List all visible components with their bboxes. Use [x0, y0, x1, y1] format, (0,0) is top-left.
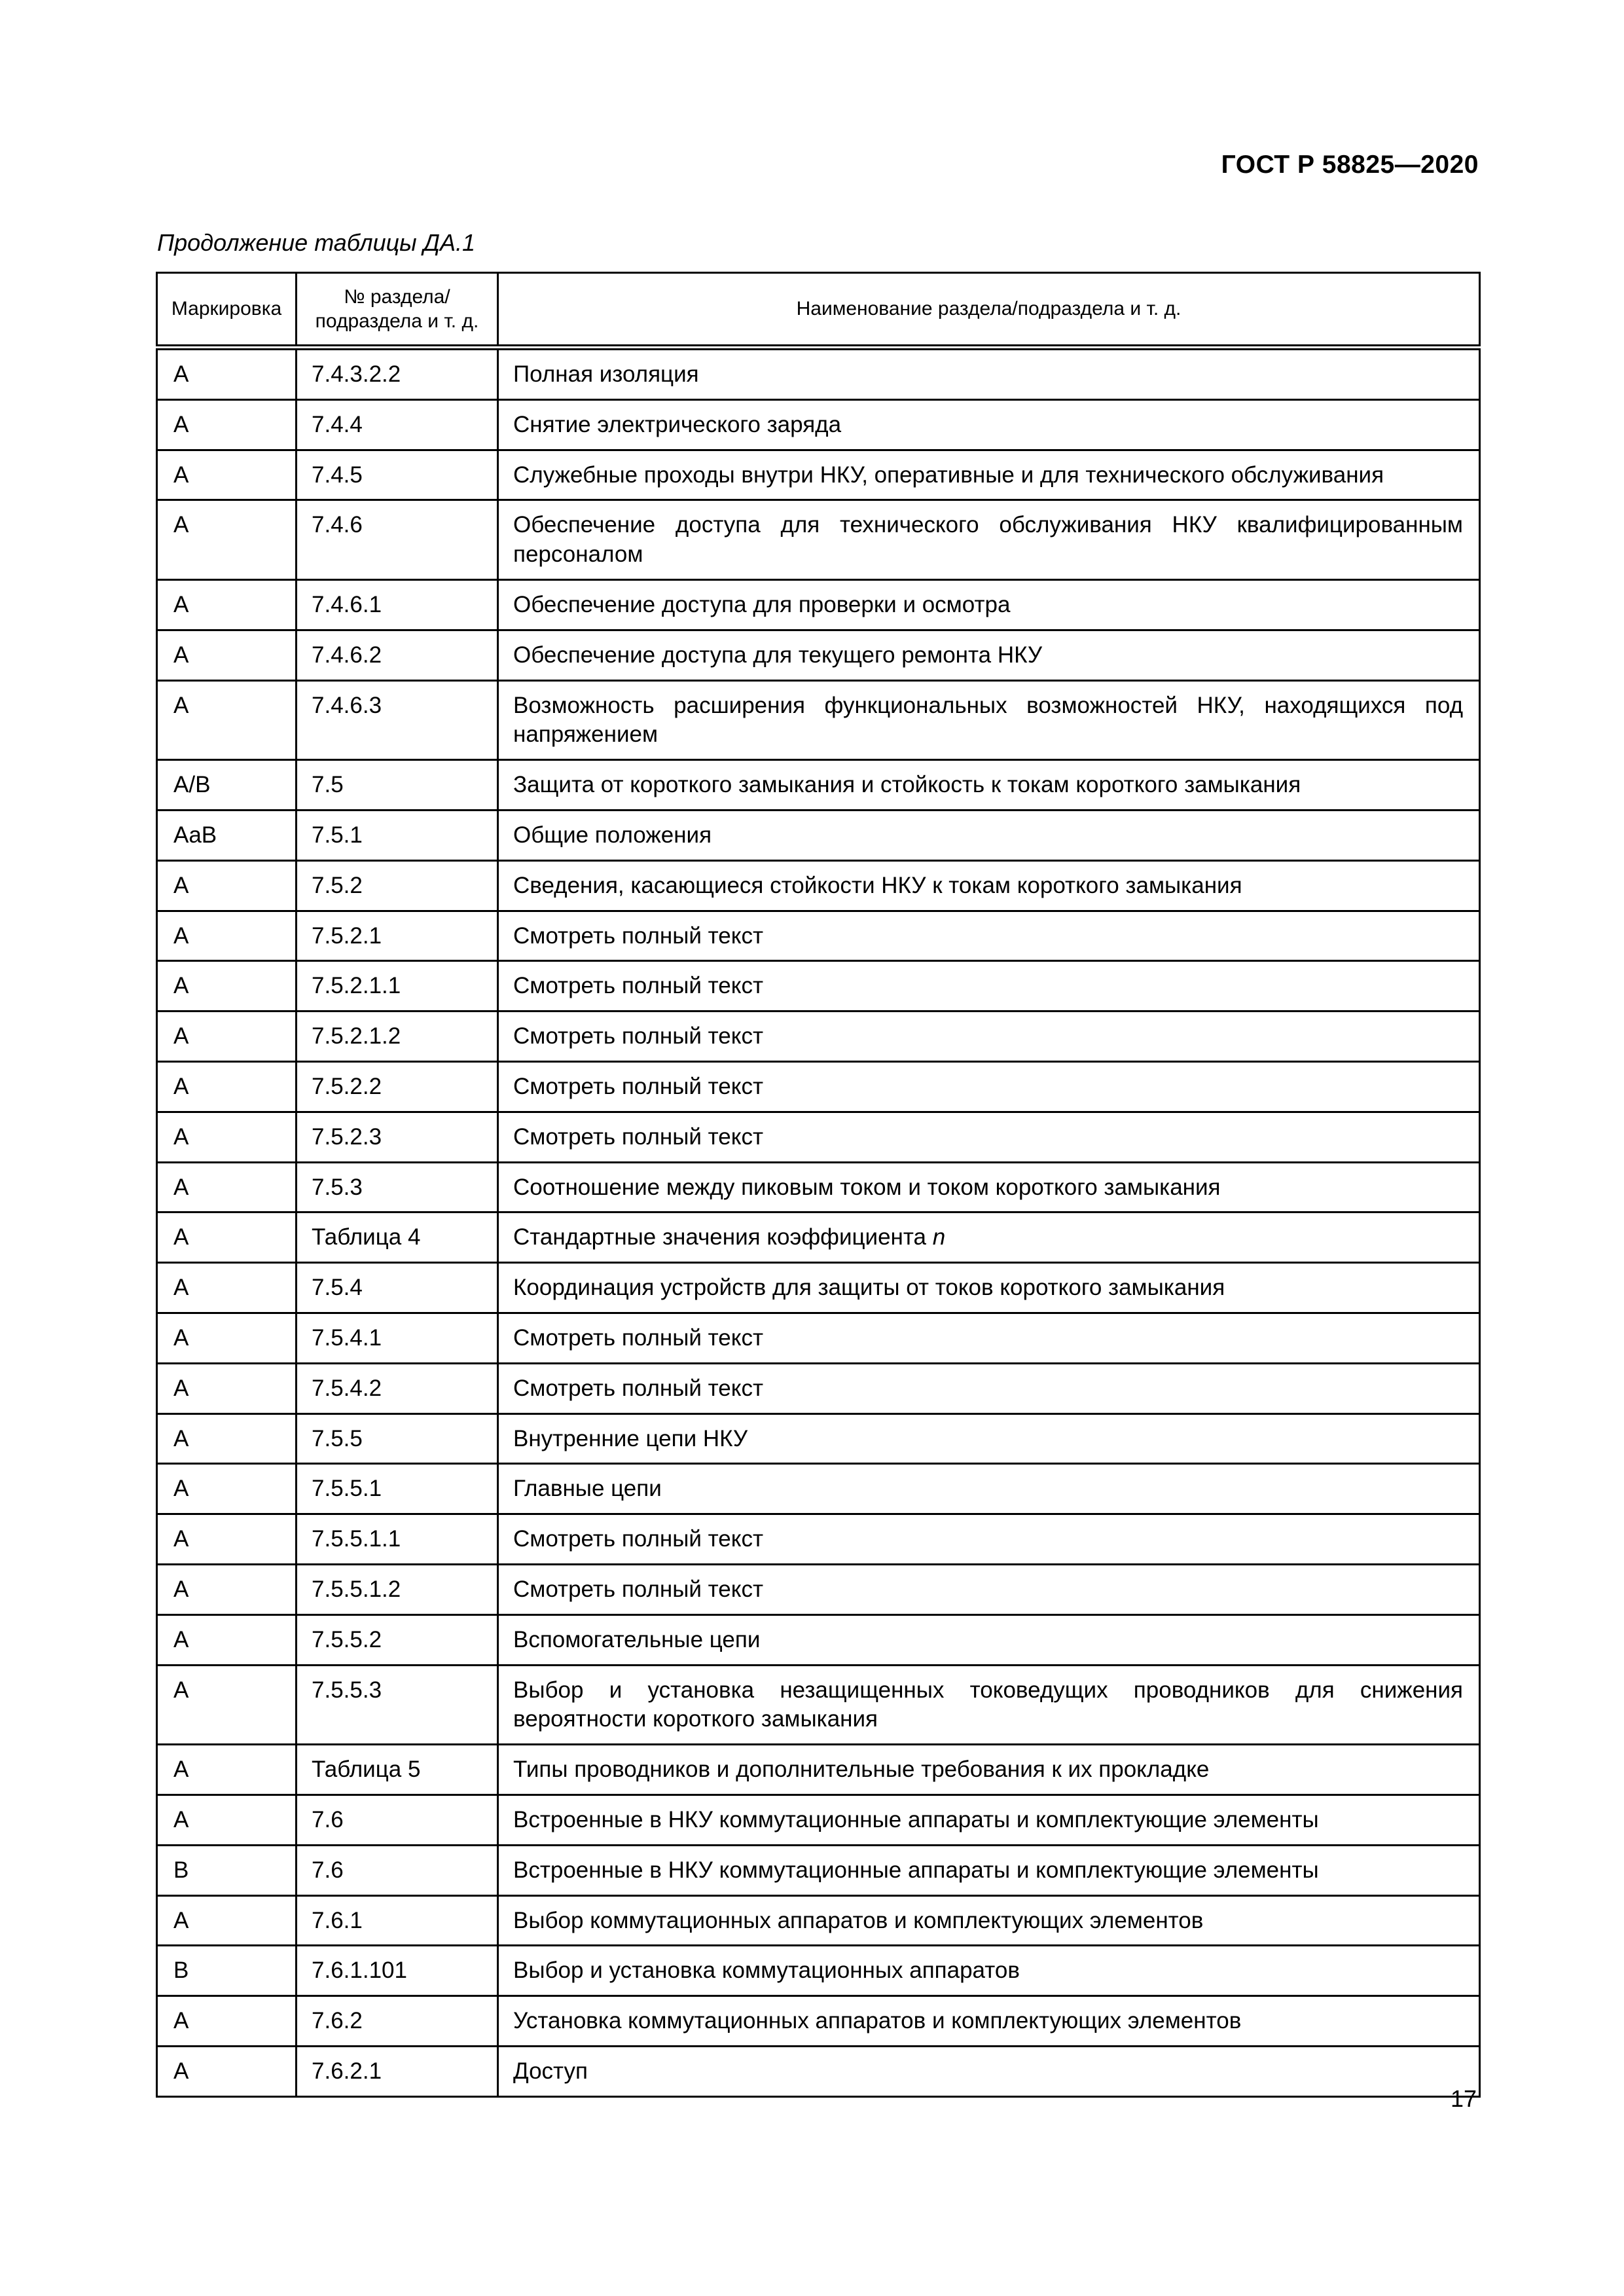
- column-header-section-number-line1: № раздела/: [344, 285, 450, 308]
- cell-marking: A: [157, 680, 297, 760]
- cell-marking: A: [157, 860, 297, 911]
- table-row: [157, 1263, 1480, 1313]
- cell-marking: A: [157, 1514, 297, 1565]
- section-name-text: Соотношение между пиковым током и током короткого замыкания: [513, 1174, 1221, 1200]
- section-name-text: Полная изоляция: [513, 361, 699, 387]
- cell-section-name: [498, 1946, 1480, 1996]
- section-name-text: Смотреть полный текст: [513, 1576, 763, 1602]
- cell-section-name: [498, 1363, 1480, 1413]
- table-caption: Продолжение таблицы ДА.1: [157, 229, 476, 256]
- section-name-text: Смотреть полный текст: [513, 922, 763, 949]
- section-name-text: Смотреть полный текст: [513, 973, 763, 999]
- cell-section-name: [498, 630, 1480, 680]
- table-row: [157, 348, 1480, 400]
- cell-section-name: [498, 1162, 1480, 1212]
- document-code: ГОСТ Р 58825—2020: [1221, 151, 1479, 179]
- cell-marking: A: [157, 1745, 297, 1795]
- section-name-text: Координация устройств для защиты от токов короткого замыкания: [513, 1275, 1225, 1301]
- table-row: [157, 630, 1480, 680]
- cell-section-number: 7.5.2.1.2: [297, 1011, 498, 1062]
- cell-marking: A: [157, 1413, 297, 1464]
- cell-section-number: 7.5.5.1: [297, 1464, 498, 1514]
- cell-section-number: 7.5: [297, 760, 498, 811]
- cell-section-number: 7.5.2.1.1: [297, 961, 498, 1011]
- cell-section-name: [498, 1795, 1480, 1845]
- table-row: [157, 1514, 1480, 1565]
- table-row: [157, 2046, 1480, 2096]
- cell-section-name: [498, 1895, 1480, 1946]
- cell-section-number: 7.5.2.2: [297, 1061, 498, 1112]
- cell-section-number: 7.5.5.1.2: [297, 1564, 498, 1614]
- cell-section-number: 7.4.6.3: [297, 680, 498, 760]
- section-name-text: Установка коммутационных аппаратов и комплектующих элементов: [513, 2008, 1242, 2034]
- cell-section-name: [498, 1011, 1480, 1062]
- table-row: [157, 1996, 1480, 2047]
- table-row: [157, 1363, 1480, 1413]
- table-row: [157, 500, 1480, 580]
- cell-section-number: 7.5.2.3: [297, 1112, 498, 1162]
- cell-marking: A: [157, 2046, 297, 2096]
- section-name-text: Стандартные значения коэффициента: [513, 1224, 926, 1250]
- section-name-text: Типы проводников и дополнительные требования к их прокладке: [513, 1757, 1210, 1783]
- section-name-text: Выбор коммутационных аппаратов и комплектующих элементов: [513, 1907, 1204, 1933]
- table-body: [157, 348, 1480, 2097]
- table-row: [157, 1212, 1480, 1263]
- cell-marking: B: [157, 1946, 297, 1996]
- cell-section-name: [498, 1745, 1480, 1795]
- cell-section-name: [498, 500, 1480, 580]
- table-row: [157, 911, 1480, 961]
- cell-marking: A: [157, 1011, 297, 1062]
- cell-section-name: [498, 1413, 1480, 1464]
- section-name-text: Общие положения: [513, 822, 712, 848]
- section-name-text: Смотреть полный текст: [513, 1023, 763, 1049]
- column-header-section-name: Наименование раздела/подраздела и т. д.: [498, 273, 1480, 348]
- cell-marking: A: [157, 1061, 297, 1112]
- column-header-marking: Маркировка: [157, 273, 297, 348]
- table-row: [157, 1162, 1480, 1212]
- cell-section-number: 7.5.3: [297, 1162, 498, 1212]
- cell-section-number: 7.4.6.2: [297, 630, 498, 680]
- section-name-text: Служебные проходы внутри НКУ, оперативные и для технического обслуживания: [513, 462, 1384, 488]
- cell-marking: A: [157, 630, 297, 680]
- cell-section-number: 7.4.5: [297, 450, 498, 500]
- section-name-text: Главные цепи: [513, 1476, 662, 1502]
- cell-section-number: 7.5.2: [297, 860, 498, 911]
- cell-section-name: [498, 2046, 1480, 2096]
- cell-section-name: [498, 1263, 1480, 1313]
- column-header-section-number-line2: подраздела и т. д.: [315, 310, 479, 332]
- section-name-text: Выбор и установка коммутационных аппаратов: [513, 1958, 1020, 1984]
- section-name-text: Выбор и установка незащищенных токоведущих проводников для снижения вероятности короткого замыкания: [513, 1677, 1463, 1732]
- cell-section-number: 7.6: [297, 1795, 498, 1845]
- table-row: [157, 961, 1480, 1011]
- table-row: [157, 1946, 1480, 1996]
- cell-marking: A: [157, 1895, 297, 1946]
- cell-section-name: [498, 579, 1480, 630]
- cell-section-number: 7.5.4.1: [297, 1313, 498, 1363]
- page-number: 17: [1450, 2085, 1477, 2112]
- table-row: [157, 680, 1480, 760]
- cell-marking: A: [157, 1614, 297, 1665]
- cell-section-number: 7.5.1: [297, 810, 498, 860]
- table-row: [157, 1564, 1480, 1614]
- table-row: [157, 1464, 1480, 1514]
- table-row: [157, 1061, 1480, 1112]
- section-name-text: Смотреть полный текст: [513, 1375, 763, 1401]
- cell-section-number: 7.6: [297, 1845, 498, 1895]
- table-row: [157, 1011, 1480, 1062]
- cell-section-name: [498, 1564, 1480, 1614]
- cell-section-number: 7.6.1: [297, 1895, 498, 1946]
- cell-section-name: [498, 961, 1480, 1011]
- table-row: [157, 860, 1480, 911]
- table-row: [157, 1665, 1480, 1745]
- table-header-row: [157, 273, 1480, 348]
- cell-section-name: [498, 1464, 1480, 1514]
- cell-section-name: [498, 1313, 1480, 1363]
- section-name-text: Смотреть полный текст: [513, 1123, 763, 1150]
- cell-marking: A: [157, 1112, 297, 1162]
- cell-section-number: 7.6.2: [297, 1996, 498, 2047]
- section-name-text: Обеспечение доступа для текущего ремонта НКУ: [513, 642, 1043, 668]
- table-row: [157, 810, 1480, 860]
- cell-section-name: [498, 348, 1480, 400]
- cell-marking: A: [157, 1313, 297, 1363]
- table-row: [157, 1614, 1480, 1665]
- cell-marking: A: [157, 1263, 297, 1313]
- table-row: [157, 579, 1480, 630]
- section-name-text: Сведения, касающиеся стойкости НКУ к токам короткого замыкания: [513, 872, 1242, 898]
- cell-section-name: [498, 911, 1480, 961]
- cell-section-number: 7.5.5.3: [297, 1665, 498, 1745]
- cell-marking: A: [157, 911, 297, 961]
- cell-section-name: [498, 1112, 1480, 1162]
- section-name-text: Встроенные в НКУ коммутационные аппараты и комплектующие элементы: [513, 1806, 1319, 1832]
- section-name-text: Возможность расширения функциональных возможностей НКУ, находящихся под напряжением: [513, 692, 1463, 748]
- cell-section-name: [498, 1061, 1480, 1112]
- cell-section-name: [498, 1614, 1480, 1665]
- table-row: [157, 1845, 1480, 1895]
- cell-section-name: [498, 860, 1480, 911]
- cell-section-name: [498, 1212, 1480, 1263]
- cell-marking: A: [157, 399, 297, 450]
- column-header-section-number: [297, 273, 498, 348]
- cell-section-name: [498, 450, 1480, 500]
- cell-section-number: 7.5.5.2: [297, 1614, 498, 1665]
- cell-section-number: 7.5.4: [297, 1263, 498, 1313]
- section-name-text: Обеспечение доступа для проверки и осмотра: [513, 591, 1011, 617]
- cell-marking: A: [157, 1162, 297, 1212]
- cell-marking: A/B: [157, 760, 297, 811]
- section-name-text: Защита от короткого замыкания и стойкость к токам короткого замыкания: [513, 772, 1301, 798]
- cell-marking: A: [157, 1464, 297, 1514]
- cell-marking: B: [157, 1845, 297, 1895]
- table-row: [157, 1745, 1480, 1795]
- table-row: [157, 450, 1480, 500]
- table-row: [157, 1895, 1480, 1946]
- cell-marking: A: [157, 450, 297, 500]
- cell-section-number: 7.4.3.2.2: [297, 348, 498, 400]
- cell-section-number: Таблица 4: [297, 1212, 498, 1263]
- coefficient-symbol: n: [932, 1224, 946, 1250]
- cell-section-number: 7.5.5.1.1: [297, 1514, 498, 1565]
- cell-marking: A: [157, 1212, 297, 1263]
- cell-marking: A: [157, 1564, 297, 1614]
- cell-section-number: 7.4.6: [297, 500, 498, 580]
- cell-section-name: [498, 760, 1480, 811]
- cell-section-number: 7.6.2.1: [297, 2046, 498, 2096]
- section-name-text: Снятие электрического заряда: [513, 411, 842, 437]
- cell-section-number: 7.5.5: [297, 1413, 498, 1464]
- cell-marking: A: [157, 1996, 297, 2047]
- cell-section-name: [498, 810, 1480, 860]
- cell-section-number: 7.6.1.101: [297, 1946, 498, 1996]
- section-name-text: Смотреть полный текст: [513, 1324, 763, 1351]
- cell-section-number: 7.4.4: [297, 399, 498, 450]
- cell-section-name: [498, 1845, 1480, 1895]
- table-row: [157, 1313, 1480, 1363]
- cell-section-name: [498, 1514, 1480, 1565]
- sections-table: [156, 272, 1481, 2098]
- table-row: [157, 760, 1480, 811]
- table-row: [157, 399, 1480, 450]
- section-name-text: Внутренние цепи НКУ: [513, 1425, 748, 1451]
- cell-section-number: 7.5.2.1: [297, 911, 498, 961]
- cell-marking: A: [157, 961, 297, 1011]
- cell-section-number: 7.5.4.2: [297, 1363, 498, 1413]
- cell-marking: A: [157, 1665, 297, 1745]
- section-name-text: Смотреть полный текст: [513, 1526, 763, 1552]
- section-name-text: Встроенные в НКУ коммутационные аппараты и комплектующие элементы: [513, 1857, 1319, 1883]
- cell-section-name: [498, 1665, 1480, 1745]
- cell-marking: AaB: [157, 810, 297, 860]
- cell-marking: A: [157, 500, 297, 580]
- cell-marking: A: [157, 1363, 297, 1413]
- section-name-text: Обеспечение доступа для технического обслуживания НКУ квалифицированным персоналом: [513, 512, 1463, 568]
- cell-section-name: [498, 1996, 1480, 2047]
- section-name-text: Смотреть полный текст: [513, 1073, 763, 1099]
- section-name-text: Вспомогательные цепи: [513, 1626, 761, 1652]
- table-row: [157, 1112, 1480, 1162]
- cell-section-number: 7.4.6.1: [297, 579, 498, 630]
- cell-section-name: [498, 680, 1480, 760]
- cell-marking: A: [157, 579, 297, 630]
- table-row: [157, 1795, 1480, 1845]
- table-row: [157, 1413, 1480, 1464]
- section-name-text: Доступ: [513, 2058, 588, 2084]
- cell-section-name: [498, 399, 1480, 450]
- cell-marking: A: [157, 1795, 297, 1845]
- cell-section-number: Таблица 5: [297, 1745, 498, 1795]
- cell-marking: A: [157, 348, 297, 400]
